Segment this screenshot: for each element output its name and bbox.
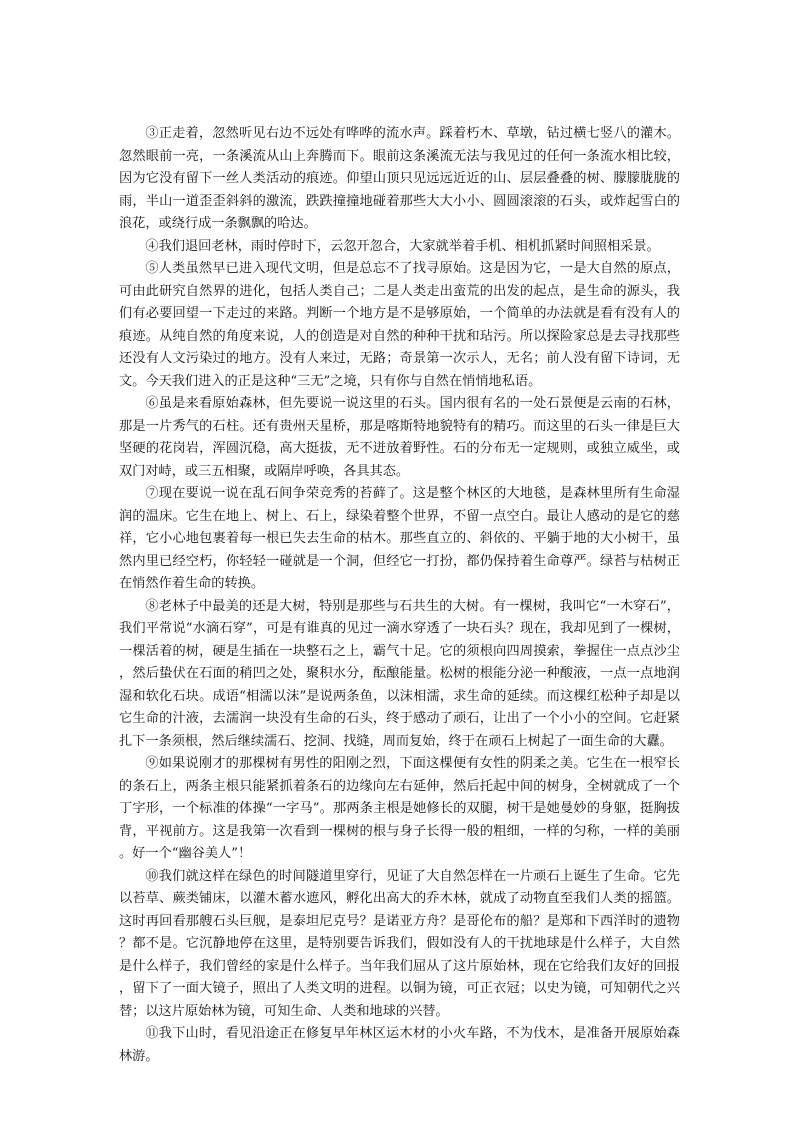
paragraph-6: ⑥虽是来看原始森林，但先要说一说这里的石头。国内很有名的一处石景便是云南的石林，那是一片秀气的石柱。还有贵州天星桥，那是喀斯特地貌特有的精巧。而这里的石头一律是巨大坚硬的花岗岩，浑圆沉稳，高大挺拔，无不迸放着野性。石的分布无一定规则，或独立威坐，或双门对峙，或三五相聚，或隔岸呼唤，各具其态。 [119, 396, 680, 479]
paragraph-10: ⑩我们就这样在绿色的时间隧道里穿行，见证了大自然怎样在一片顽石上诞生了生命。它先以苔草、蕨类铺床，以灌木蓄水遮风，孵化出高大的乔木林，就成了动物直至我们人类的摇篮。这时再回看那艘石头巨舰，是泰坦尼克号？是诺亚方舟？是哥伦布的船？是郑和下西洋时的遗物？都不是。它沉静地停在这里，是特别要告诉我们，假如没有人的干扰地球是什么样子，大自然是什么样子，我们曾经的家是什么样子。当年我们屈从了这片原始林，现在它给我们友好的回报，留下了一面大镜子，照出了人类文明的进程。以铜为镜，可正衣冠；以史为镜，可知朝代之兴替；以这片原始林为镜，可知生命、人类和地球的兴替。 [119, 868, 680, 1019]
paragraph-9: ⑨如果说刚才的那棵树有男性的阳刚之烈，下面这棵便有女性的阴柔之美。它生在一根窄长的条石上，两条主根只能紧抓着条石的边缘向左右延伸，然后托起中间的树身，全树就成了一个丁字形，一个标准的体操“一字马”。那两条主根是她修长的双腿，树干是她曼妙的身躯，挺胸拔背，平视前方。这是我第一次看到一棵树的根与身子长得一般的粗细，一样的匀称，一样的美丽。好一个“幽谷美人”！ [119, 756, 680, 861]
paragraph-4: ④我们退回老林，雨时停时下，云忽开忽合，大家就举着手机、相机抓紧时间照相采景。 [145, 238, 660, 254]
paragraph-7: ⑦现在要说一说在乱石间争荣竞秀的苔藓了。这是整个林区的大地毯，是森林里所有生命湿润的温床。它生在地上、树上、石上，绿染着整个世界，不留一点空白。最让人感动的是它的慈祥，它小心地包裹着每一根已失去生命的枯木。那些直立的、斜依的、平躺于地的大小树干，虽然内里已经空朽，你轻轻一碰就是一个洞，但经它一打扮，都仍保持着生命尊严。绿苔与枯树正在悄然作着生命的转换。 [119, 486, 680, 591]
paragraph-11: ⑪我下山时，看见沿途正在修复早年林区运木材的小火车路，不为伐木，是准备开展原始森林游。 [119, 1026, 680, 1064]
paragraph-5: ⑤人类虽然早已进入现代文明，但是总忘不了找寻原始。这是因为它，一是大自然的原点，可由此研究自然界的进化，包括人类自己；二是人类走出蛮荒的出发的起点，是生命的源头，我们有必要回望一下走过的来路。判断一个地方是不是够原始，一个简单的办法就是看有没有人的痕迹。从纯自然的角度来说，人的创造是对自然的种种干扰和玷污。所以探险家总是去寻找那些还没有人文污染过的地方。没有人来过，无路；奇景第一次示人，无名；前人没有留下诗词，无文。今天我们进入的正是这种“三无”之境，只有你与自然在悄悄地私语。 [119, 261, 680, 389]
paragraph-8: ⑧老林子中最美的还是大树，特别是那些与石共生的大树。有一棵树，我叫它“一木穿石”，我们平常说“水滴石穿”，可是有谁真的见过一滴水穿透了一块石头？现在，我却见到了一棵树，一棵活着的树，硬是生插在一块整石之上，霸气十足。它的须根向四周摸索，拳握住一点点沙尘，然后蛰伏在石面的稍凹之处，聚积水分，酝酿能量。松树的根能分泌一种酸液，一点一点地润湿和软化石块。成语“相濡以沫”是说两条鱼，以沫相濡，求生命的延续。而这棵红松种子却是以它生命的汁液，去濡润一块没有生命的石头，终于感动了顽石，让出了一个小小的空间。它赶紧扎下一条须根，然后继续濡石、挖洞、找缝，周而复始，终于在顽石上树起了一面生命的大纛。 [119, 598, 680, 749]
paragraph-3: ③正走着，忽然听见右边不远处有哗哗的流水声。踩着朽木、草墩，钻过横七竖八的灌木。忽然眼前一亮，一条溪流从山上奔腾而下。眼前这条溪流无法与我见过的任何一条流水相比较，因为它没有留下一丝人类活动的痕迹。仰望山顶只见远远近近的山、层层叠叠的树、朦朦胧胧的雨，半山一道歪歪斜斜的激流，跌跌撞撞地碰着那些大大小小、圆圆滚滚的石头，或炸起雪白的浪花，或绕行成一条飘飘的哈达。 [119, 126, 680, 231]
article-body [119, 123, 680, 1068]
